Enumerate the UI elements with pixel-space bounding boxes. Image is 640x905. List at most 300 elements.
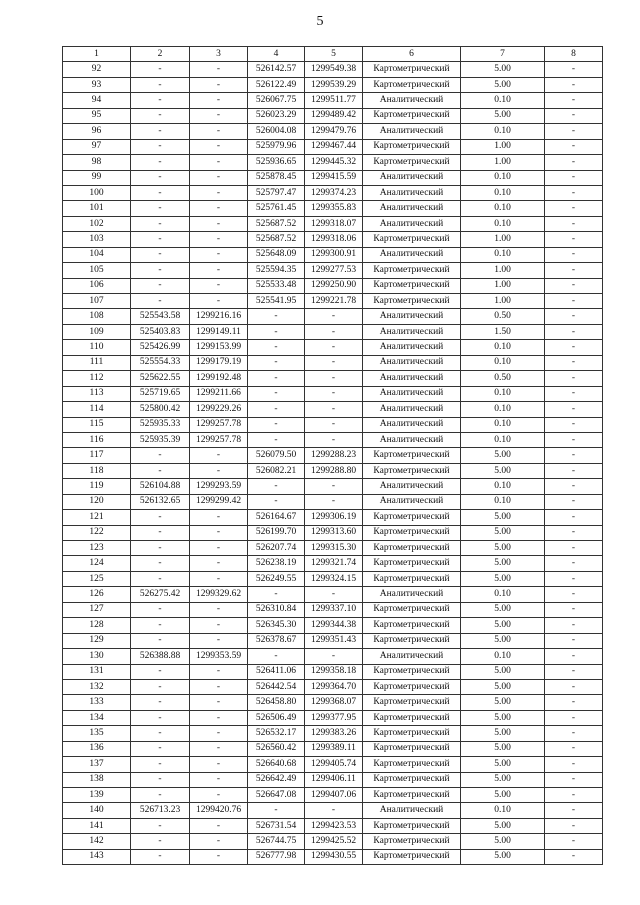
accuracy-cell: 5.00 [461, 571, 545, 586]
accuracy-cell: 0.10 [461, 247, 545, 262]
table-row [63, 201, 603, 216]
x-coord-alt-cell: - [248, 649, 305, 664]
point-number-cell: 97 [63, 139, 131, 154]
table-row [63, 263, 603, 278]
y-coord-cell: 1299353.59 [190, 649, 248, 664]
method-cell: Картометрический [363, 510, 461, 525]
note-cell: - [545, 587, 603, 602]
point-number-cell: 122 [63, 525, 131, 540]
note-cell: - [545, 77, 603, 92]
x-coord-alt-cell: - [248, 386, 305, 401]
y-coord-alt-cell: 1299405.74 [305, 757, 363, 772]
x-coord-cell: - [131, 247, 190, 262]
method-cell: Картометрический [363, 849, 461, 864]
x-coord-alt-cell: 526079.50 [248, 448, 305, 463]
x-coord-cell: - [131, 278, 190, 293]
table-row [63, 834, 603, 849]
point-number-cell: 131 [63, 664, 131, 679]
table-row [63, 772, 603, 787]
point-number-cell: 127 [63, 602, 131, 617]
y-coord-cell: 1299299.42 [190, 494, 248, 509]
y-coord-alt-cell: 1299489.42 [305, 108, 363, 123]
x-coord-cell: - [131, 155, 190, 170]
method-cell: Картометрический [363, 232, 461, 247]
accuracy-cell: 5.00 [461, 788, 545, 803]
point-number-cell: 109 [63, 324, 131, 339]
x-coord-alt-cell: 526310.84 [248, 602, 305, 617]
x-coord-alt-cell: - [248, 371, 305, 386]
x-coord-cell: 525800.42 [131, 402, 190, 417]
table-header-row [63, 47, 603, 62]
table-row [63, 818, 603, 833]
table-row [63, 124, 603, 139]
x-coord-alt-cell: 526560.42 [248, 741, 305, 756]
y-coord-cell: - [190, 463, 248, 478]
note-cell: - [545, 772, 603, 787]
note-cell: - [545, 324, 603, 339]
y-coord-cell: - [190, 108, 248, 123]
method-cell: Картометрический [363, 155, 461, 170]
x-coord-cell: - [131, 849, 190, 864]
column-header: 1 [63, 47, 131, 62]
y-coord-cell: 1299257.78 [190, 432, 248, 447]
accuracy-cell: 5.00 [461, 77, 545, 92]
y-coord-alt-cell: - [305, 803, 363, 818]
point-number-cell: 107 [63, 294, 131, 309]
table-row [63, 541, 603, 556]
accuracy-cell: 5.00 [461, 757, 545, 772]
method-cell: Аналитический [363, 479, 461, 494]
accuracy-cell: 0.10 [461, 402, 545, 417]
y-coord-cell: - [190, 170, 248, 185]
note-cell: - [545, 263, 603, 278]
point-number-cell: 137 [63, 757, 131, 772]
x-coord-alt-cell: 526458.80 [248, 695, 305, 710]
accuracy-cell: 0.50 [461, 309, 545, 324]
accuracy-cell: 5.00 [461, 664, 545, 679]
note-cell: - [545, 556, 603, 571]
x-coord-alt-cell: 526744.75 [248, 834, 305, 849]
table-body [63, 62, 603, 865]
x-coord-alt-cell: 526506.49 [248, 710, 305, 725]
x-coord-alt-cell: 525648.09 [248, 247, 305, 262]
y-coord-alt-cell: - [305, 324, 363, 339]
y-coord-cell: - [190, 664, 248, 679]
x-coord-cell: 525403.83 [131, 324, 190, 339]
note-cell: - [545, 849, 603, 864]
y-coord-alt-cell: 1299351.43 [305, 633, 363, 648]
x-coord-cell: 525543.58 [131, 309, 190, 324]
table-row [63, 494, 603, 509]
accuracy-cell: 5.00 [461, 108, 545, 123]
x-coord-cell: - [131, 185, 190, 200]
y-coord-cell: 1299179.19 [190, 355, 248, 370]
table-row [63, 355, 603, 370]
accuracy-cell: 5.00 [461, 448, 545, 463]
accuracy-cell: 1.00 [461, 278, 545, 293]
note-cell: - [545, 818, 603, 833]
y-coord-cell: - [190, 679, 248, 694]
note-cell: - [545, 726, 603, 741]
method-cell: Аналитический [363, 216, 461, 231]
y-coord-cell: - [190, 232, 248, 247]
y-coord-alt-cell: 1299313.60 [305, 525, 363, 540]
note-cell: - [545, 757, 603, 772]
table-row [63, 849, 603, 864]
note-cell: - [545, 834, 603, 849]
point-number-cell: 115 [63, 417, 131, 432]
accuracy-cell: 5.00 [461, 679, 545, 694]
x-coord-alt-cell: 525594.35 [248, 263, 305, 278]
y-coord-alt-cell: 1299221.78 [305, 294, 363, 309]
accuracy-cell: 5.00 [461, 710, 545, 725]
table-row [63, 710, 603, 725]
table-row [63, 649, 603, 664]
accuracy-cell: 0.50 [461, 371, 545, 386]
accuracy-cell: 0.10 [461, 649, 545, 664]
point-number-cell: 134 [63, 710, 131, 725]
y-coord-cell: - [190, 571, 248, 586]
x-coord-cell: - [131, 757, 190, 772]
x-coord-cell: - [131, 834, 190, 849]
note-cell: - [545, 185, 603, 200]
y-coord-alt-cell: 1299318.07 [305, 216, 363, 231]
column-header: 6 [363, 47, 461, 62]
method-cell: Картометрический [363, 294, 461, 309]
x-coord-alt-cell: 526345.30 [248, 618, 305, 633]
table-row [63, 216, 603, 231]
table-row [63, 340, 603, 355]
table-row [63, 432, 603, 447]
accuracy-cell: 1.00 [461, 155, 545, 170]
point-number-cell: 95 [63, 108, 131, 123]
y-coord-alt-cell: - [305, 340, 363, 355]
point-number-cell: 120 [63, 494, 131, 509]
x-coord-cell: - [131, 788, 190, 803]
column-header: 4 [248, 47, 305, 62]
accuracy-cell: 5.00 [461, 602, 545, 617]
point-number-cell: 133 [63, 695, 131, 710]
point-number-cell: 118 [63, 463, 131, 478]
table-row [63, 247, 603, 262]
table-row [63, 788, 603, 803]
y-coord-alt-cell: - [305, 587, 363, 602]
column-header: 5 [305, 47, 363, 62]
note-cell: - [545, 355, 603, 370]
x-coord-cell: - [131, 62, 190, 77]
method-cell: Картометрический [363, 741, 461, 756]
note-cell: - [545, 602, 603, 617]
x-coord-cell: - [131, 510, 190, 525]
x-coord-alt-cell: 526647.08 [248, 788, 305, 803]
x-coord-cell: - [131, 77, 190, 92]
note-cell: - [545, 62, 603, 77]
y-coord-alt-cell: 1299407.06 [305, 788, 363, 803]
x-coord-cell: 525622.55 [131, 371, 190, 386]
note-cell: - [545, 294, 603, 309]
method-cell: Картометрический [363, 139, 461, 154]
x-coord-cell: - [131, 232, 190, 247]
method-cell: Картометрический [363, 633, 461, 648]
y-coord-cell: - [190, 77, 248, 92]
method-cell: Картометрический [363, 726, 461, 741]
note-cell: - [545, 232, 603, 247]
y-coord-cell: - [190, 247, 248, 262]
method-cell: Картометрический [363, 788, 461, 803]
column-header: 2 [131, 47, 190, 62]
x-coord-cell: 525935.39 [131, 432, 190, 447]
accuracy-cell: 5.00 [461, 695, 545, 710]
y-coord-cell: - [190, 834, 248, 849]
note-cell: - [545, 201, 603, 216]
y-coord-alt-cell: - [305, 494, 363, 509]
note-cell: - [545, 432, 603, 447]
method-cell: Картометрический [363, 772, 461, 787]
x-coord-cell: - [131, 664, 190, 679]
x-coord-cell: - [131, 633, 190, 648]
x-coord-cell: - [131, 93, 190, 108]
y-coord-cell: - [190, 448, 248, 463]
y-coord-cell: 1299329.62 [190, 587, 248, 602]
accuracy-cell: 5.00 [461, 834, 545, 849]
point-number-cell: 136 [63, 741, 131, 756]
x-coord-cell: 526104.88 [131, 479, 190, 494]
x-coord-alt-cell: - [248, 494, 305, 509]
y-coord-cell: 1299211.66 [190, 386, 248, 401]
method-cell: Аналитический [363, 402, 461, 417]
accuracy-cell: 5.00 [461, 741, 545, 756]
page-number: 5 [316, 14, 324, 29]
y-coord-alt-cell: 1299288.80 [305, 463, 363, 478]
x-coord-cell: 525426.99 [131, 340, 190, 355]
column-header: 8 [545, 47, 603, 62]
accuracy-cell: 0.10 [461, 803, 545, 818]
method-cell: Картометрический [363, 62, 461, 77]
point-number-cell: 130 [63, 649, 131, 664]
method-cell: Картометрический [363, 710, 461, 725]
x-coord-alt-cell: 526067.75 [248, 93, 305, 108]
x-coord-cell: - [131, 294, 190, 309]
y-coord-alt-cell: - [305, 417, 363, 432]
accuracy-cell: 0.10 [461, 93, 545, 108]
y-coord-alt-cell: 1299355.83 [305, 201, 363, 216]
accuracy-cell: 5.00 [461, 556, 545, 571]
accuracy-cell: 1.00 [461, 294, 545, 309]
y-coord-cell: 1299153.99 [190, 340, 248, 355]
y-coord-cell: - [190, 849, 248, 864]
x-coord-alt-cell: 526642.49 [248, 772, 305, 787]
table-row [63, 278, 603, 293]
x-coord-cell: - [131, 818, 190, 833]
x-coord-alt-cell: 526023.29 [248, 108, 305, 123]
point-number-cell: 101 [63, 201, 131, 216]
note-cell: - [545, 525, 603, 540]
coordinates-table [62, 46, 603, 865]
table-row [63, 232, 603, 247]
accuracy-cell: 0.10 [461, 479, 545, 494]
x-coord-cell: - [131, 124, 190, 139]
y-coord-cell: - [190, 556, 248, 571]
note-cell: - [545, 710, 603, 725]
point-number-cell: 113 [63, 386, 131, 401]
method-cell: Аналитический [363, 93, 461, 108]
method-cell: Картометрический [363, 618, 461, 633]
table-row [63, 62, 603, 77]
point-number-cell: 117 [63, 448, 131, 463]
method-cell: Аналитический [363, 170, 461, 185]
note-cell: - [545, 386, 603, 401]
method-cell: Картометрический [363, 541, 461, 556]
point-number-cell: 141 [63, 818, 131, 833]
y-coord-alt-cell: 1299300.91 [305, 247, 363, 262]
method-cell: Картометрический [363, 108, 461, 123]
x-coord-alt-cell: 525541.95 [248, 294, 305, 309]
accuracy-cell: 0.10 [461, 432, 545, 447]
y-coord-alt-cell: 1299306.19 [305, 510, 363, 525]
accuracy-cell: 0.10 [461, 494, 545, 509]
table-row [63, 417, 603, 432]
y-coord-alt-cell: 1299549.38 [305, 62, 363, 77]
y-coord-alt-cell: - [305, 479, 363, 494]
note-cell: - [545, 93, 603, 108]
note-cell: - [545, 371, 603, 386]
accuracy-cell: 0.10 [461, 587, 545, 602]
point-number-cell: 110 [63, 340, 131, 355]
y-coord-alt-cell: 1299374.23 [305, 185, 363, 200]
x-coord-cell: 525554.33 [131, 355, 190, 370]
y-coord-cell: - [190, 726, 248, 741]
x-coord-cell: - [131, 741, 190, 756]
x-coord-alt-cell: - [248, 587, 305, 602]
method-cell: Картометрический [363, 77, 461, 92]
y-coord-cell: - [190, 294, 248, 309]
note-cell: - [545, 664, 603, 679]
accuracy-cell: 5.00 [461, 849, 545, 864]
y-coord-alt-cell: 1299324.15 [305, 571, 363, 586]
point-number-cell: 124 [63, 556, 131, 571]
note-cell: - [545, 124, 603, 139]
point-number-cell: 102 [63, 216, 131, 231]
point-number-cell: 125 [63, 571, 131, 586]
note-cell: - [545, 417, 603, 432]
y-coord-alt-cell: - [305, 309, 363, 324]
x-coord-cell: - [131, 463, 190, 478]
note-cell: - [545, 155, 603, 170]
x-coord-cell: 526713.23 [131, 803, 190, 818]
x-coord-alt-cell: 525761.45 [248, 201, 305, 216]
y-coord-alt-cell: 1299425.52 [305, 834, 363, 849]
x-coord-alt-cell: 526532.17 [248, 726, 305, 741]
accuracy-cell: 5.00 [461, 818, 545, 833]
table-row [63, 386, 603, 401]
method-cell: Картометрический [363, 525, 461, 540]
y-coord-alt-cell: 1299423.53 [305, 818, 363, 833]
x-coord-alt-cell: 525687.52 [248, 232, 305, 247]
table-row [63, 633, 603, 648]
point-number-cell: 108 [63, 309, 131, 324]
y-coord-cell: - [190, 710, 248, 725]
y-coord-alt-cell: 1299337.10 [305, 602, 363, 617]
y-coord-cell: - [190, 155, 248, 170]
method-cell: Аналитический [363, 432, 461, 447]
x-coord-cell: - [131, 448, 190, 463]
table-row [63, 294, 603, 309]
y-coord-alt-cell: 1299358.18 [305, 664, 363, 679]
x-coord-cell: - [131, 602, 190, 617]
method-cell: Аналитический [363, 309, 461, 324]
method-cell: Аналитический [363, 649, 461, 664]
x-coord-alt-cell: - [248, 355, 305, 370]
method-cell: Картометрический [363, 602, 461, 617]
column-header: 7 [461, 47, 545, 62]
y-coord-cell: 1299420.76 [190, 803, 248, 818]
table-row [63, 448, 603, 463]
y-coord-alt-cell: 1299415.59 [305, 170, 363, 185]
column-header: 3 [190, 47, 248, 62]
note-cell: - [545, 618, 603, 633]
point-number-cell: 121 [63, 510, 131, 525]
x-coord-alt-cell: - [248, 309, 305, 324]
point-number-cell: 129 [63, 633, 131, 648]
y-coord-cell: - [190, 93, 248, 108]
method-cell: Картометрический [363, 463, 461, 478]
table-row [63, 602, 603, 617]
y-coord-cell: 1299257.78 [190, 417, 248, 432]
table-row [63, 185, 603, 200]
accuracy-cell: 5.00 [461, 772, 545, 787]
accuracy-cell: 1.50 [461, 324, 545, 339]
point-number-cell: 94 [63, 93, 131, 108]
note-cell: - [545, 139, 603, 154]
note-cell: - [545, 216, 603, 231]
table-row [63, 726, 603, 741]
note-cell: - [545, 309, 603, 324]
x-coord-cell: - [131, 695, 190, 710]
method-cell: Аналитический [363, 355, 461, 370]
note-cell: - [545, 571, 603, 586]
x-coord-alt-cell: 526082.21 [248, 463, 305, 478]
x-coord-cell: - [131, 571, 190, 586]
x-coord-alt-cell: 526731.54 [248, 818, 305, 833]
accuracy-cell: 5.00 [461, 463, 545, 478]
point-number-cell: 96 [63, 124, 131, 139]
y-coord-cell: - [190, 62, 248, 77]
table-row [63, 77, 603, 92]
point-number-cell: 135 [63, 726, 131, 741]
y-coord-alt-cell: 1299344.38 [305, 618, 363, 633]
y-coord-alt-cell: - [305, 355, 363, 370]
y-coord-cell: - [190, 216, 248, 231]
x-coord-alt-cell: 525687.52 [248, 216, 305, 231]
note-cell: - [545, 402, 603, 417]
table-row [63, 139, 603, 154]
y-coord-alt-cell: - [305, 402, 363, 417]
accuracy-cell: 1.00 [461, 232, 545, 247]
note-cell: - [545, 108, 603, 123]
x-coord-cell: - [131, 201, 190, 216]
x-coord-cell: - [131, 556, 190, 571]
accuracy-cell: 5.00 [461, 62, 545, 77]
accuracy-cell: 0.10 [461, 355, 545, 370]
y-coord-cell: - [190, 602, 248, 617]
y-coord-cell: - [190, 263, 248, 278]
x-coord-cell: - [131, 170, 190, 185]
table-row [63, 618, 603, 633]
method-cell: Картометрический [363, 278, 461, 293]
y-coord-cell: - [190, 757, 248, 772]
accuracy-cell: 0.10 [461, 185, 545, 200]
method-cell: Аналитический [363, 324, 461, 339]
